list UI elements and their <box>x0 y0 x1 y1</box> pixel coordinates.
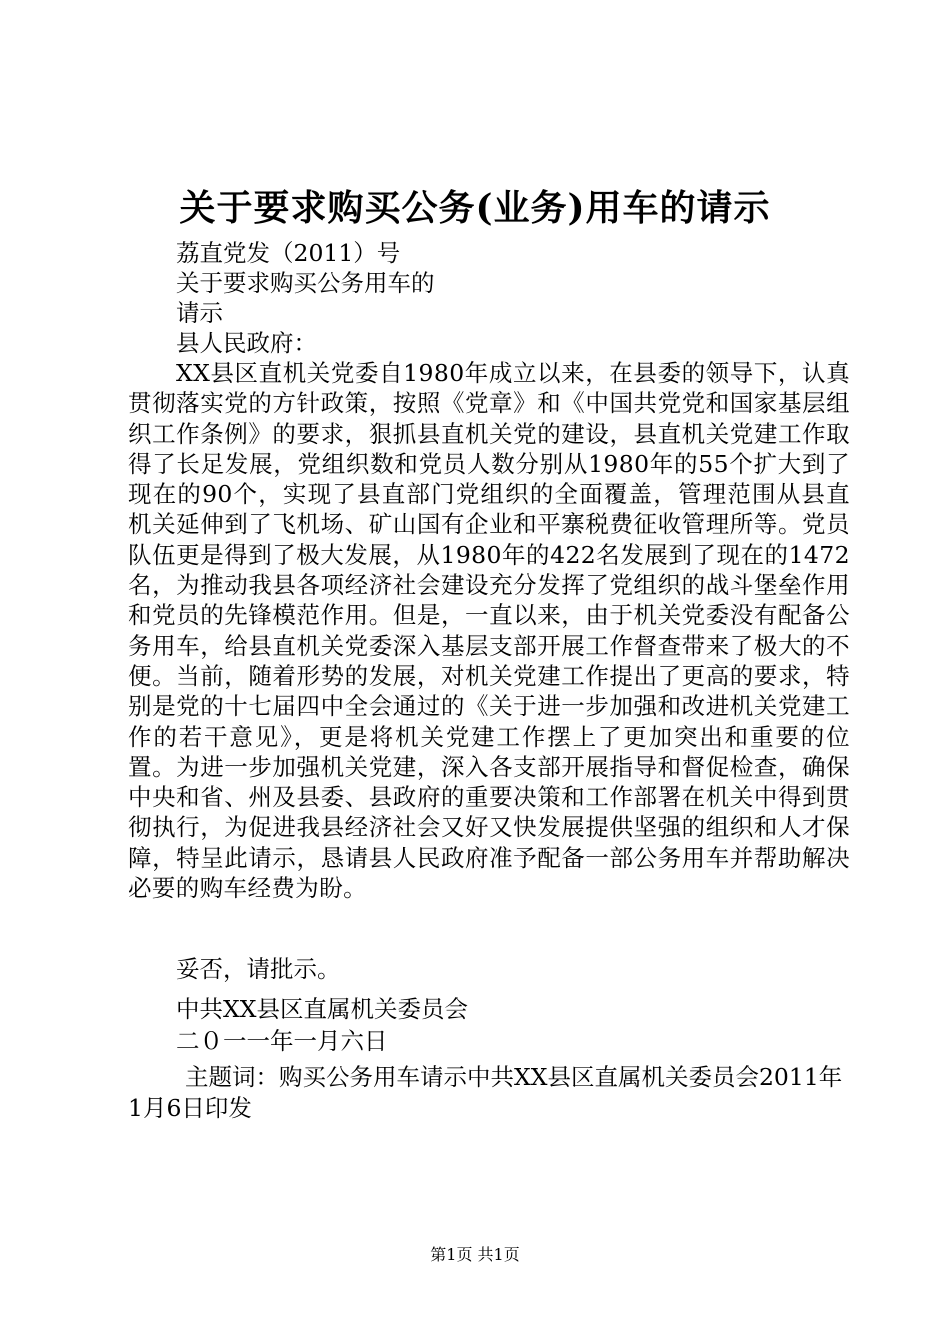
doc-number: 荔直党发（2011）号 <box>176 239 401 267</box>
body-paragraph: XX县区直机关党委自1980年成立以来，在县委的领导下，认真贯彻落实党的方针政策，按照《党章》和《中国共党党和国家基层组织工作条例》的要求，狠抓县直机关党的建设，县直机关党建工作取得了长足发展，党组织数和党员人数分别从1980年的55个扩大到了现在的90个，实现了县直部门党组织的全面覆盖，管理范围从县直机关延伸到了飞机场、矿山国有企业和平寨税费征收管理所等。党员队伍更是得到了极大发展，从1980年的422名发展到了现在的1472名，为推动我县各项经济社会建设充分发挥了党组织的战斗堡垒作用和党员的先锋模范作用。但是，一直以来，由于机关党委没有配备公务用车，给县直机关党委深入基层支部开展工作督查带来了极大的不便。当前，随着形势的发展，对机关党建工作提出了更高的要求，特别是党的十七届四中全会通过的《关于进一步加强和改进机关党建工作的若干意见》，更是将机关党建工作摆上了更加突出和重要的位置。为进一步加强机关党建，深入各支部开展指导和督促检查，确保中央和省、州及县委、县政府的重要决策和工作部署在机关中得到贯彻执行，为促进我县经济社会又好又快发展提供坚强的组织和人才保障，特呈此请示，恳请县人民政府准予配备一部公务用车并帮助解决必要的购车经费为盼。 <box>128 359 850 903</box>
closing-line: 妥否，请批示。 <box>176 955 341 983</box>
signatory: 中共XX县区直属机关委员会 <box>176 995 468 1023</box>
signing-date: 二０一一年一月六日 <box>176 1027 388 1055</box>
recipient: 县人民政府： <box>176 329 317 357</box>
page-footer: 第1页 共1页 <box>430 1245 520 1264</box>
subject-keywords: 主题词：购买公务用车请示中共XX县区直属机关委员会2011年1月6日印发 <box>128 1063 843 1122</box>
document-title: 关于要求购买公务(业务)用车的请示 <box>179 187 771 229</box>
subtitle-line-1: 关于要求购买公务用车的 <box>176 269 435 297</box>
subtitle-line-2: 请示 <box>176 299 223 327</box>
